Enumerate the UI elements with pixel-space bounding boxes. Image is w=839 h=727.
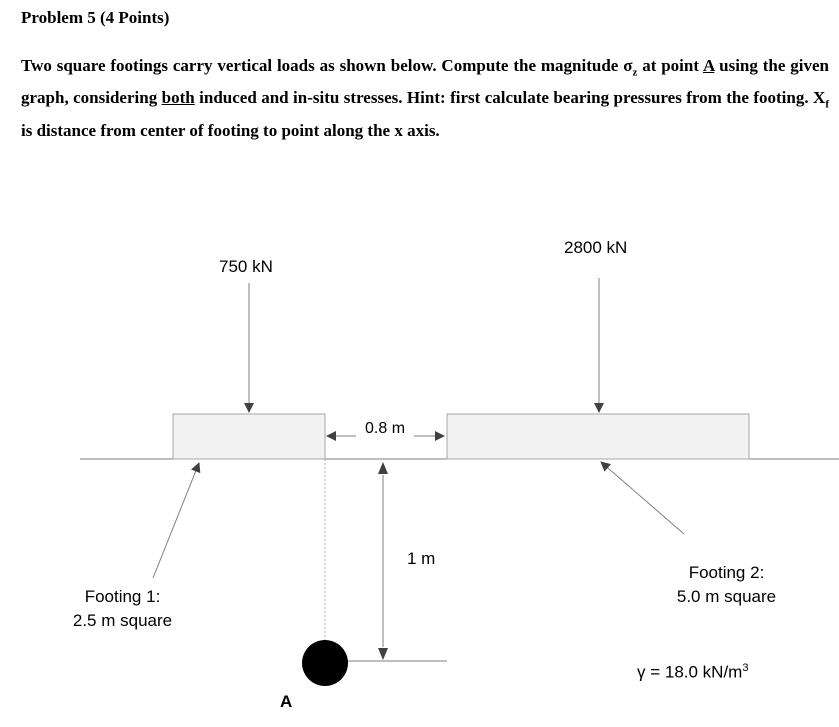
- problem-text-part-1: Two square footings carry vertical loads as shown below. Compute the magnitude: [21, 56, 624, 75]
- depth-dimension-label: 1 m: [407, 549, 436, 568]
- unit-weight-label: γ = 18.0 $kN/m^3$: [637, 662, 749, 682]
- footing-1-label-line-2: 2.5 m square: [72, 611, 173, 630]
- point-a-label: A: [280, 692, 293, 711]
- footing-2-leader-arrow: [601, 462, 684, 534]
- point-a-marker: [302, 640, 348, 686]
- footing-2-label-line-1: Footing 2:: [688, 563, 765, 582]
- footing-2-label-line-2: 5.0 m square: [676, 587, 777, 606]
- problem-text-part-4: induced and in-situ stresses. Hint: first calculate bearing pressures from the footing. X: [194, 88, 826, 108]
- depth-arrow-up: [378, 462, 388, 474]
- problem-title: Problem 5 (4 Points): [21, 8, 170, 27]
- footing-1-label: [60, 585, 185, 633]
- footing-2-label: [664, 561, 789, 609]
- sigma-z-symbol: $\sigma_z$: [623, 56, 638, 79]
- footing-2: [447, 414, 749, 459]
- problem-text-part-3: using the given graph, considering: [21, 56, 829, 108]
- problem-text-part-5: is distance from center of footing to point along the x axis.: [21, 120, 440, 140]
- gap-dimension-label: 0.8 m: [365, 420, 406, 437]
- footing-1-leader-arrow: [153, 463, 199, 578]
- footing-1-label-line-1: Footing 1:: [84, 587, 161, 606]
- point-a-reference: A: [702, 56, 715, 75]
- footing-1: [173, 414, 325, 459]
- both-emphasis: both: [161, 88, 195, 108]
- xf-subscript: f: [825, 98, 829, 111]
- load-1-label: 750 kN: [219, 257, 273, 276]
- load-2-label: 2800 kN: [564, 238, 628, 257]
- problem-text-part-2: at point: [637, 56, 703, 75]
- depth-arrow-down: [378, 648, 388, 660]
